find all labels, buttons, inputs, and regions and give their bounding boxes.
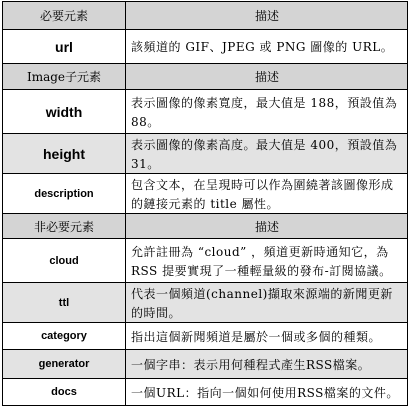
header-row-optional [3, 214, 407, 239]
table-row-docs [3, 379, 407, 405]
element-name: cloud [3, 239, 126, 282]
element-description: 表示圖像的像素高度。最大值是 400，預設值為 31。 [131, 137, 398, 171]
header-row-image [3, 64, 407, 90]
table-row-generator [3, 350, 407, 379]
table-row-category [3, 323, 407, 350]
element-description: 表示圖像的像素寬度，最大值是 188，預設值為 88。 [131, 95, 398, 129]
element-description: 代表一個頻道(channel)擷取來源端的新聞更新的時間。 [131, 286, 393, 320]
header-description-label: 描述 [254, 219, 279, 234]
element-name: ttl [3, 283, 126, 322]
element-description: 該頻道的 GIF、JPEG 或 PNG 圖像的 URL。 [131, 40, 394, 54]
header-row-required [3, 2, 407, 30]
element-name: description [3, 174, 126, 213]
element-description: 允許註冊為 “cloud” ，頻道更新時通知它，為 RSS 提要實現了一種輕量級的發布-訂閱協議。 [131, 244, 392, 278]
element-name: url [3, 30, 126, 63]
header-image-label: Image子元素 [3, 64, 126, 89]
header-description-label: 描述 [254, 70, 279, 84]
table-row-cloud [3, 239, 407, 283]
table-row-height [3, 134, 407, 174]
element-description: 指出這個新聞頻道是屬於一個或多個的種類。 [131, 329, 382, 344]
element-description: 一個URL：指向一個如何使用RSS檔案的文件。 [131, 385, 399, 400]
element-name: height [3, 134, 126, 173]
header-optional-label: 非必要元素 [3, 214, 126, 238]
table-row-width [3, 90, 407, 134]
table-row-url [3, 30, 407, 64]
element-name: category [3, 323, 126, 349]
table-row-ttl [3, 283, 407, 323]
header-required-label: 必要元素 [3, 2, 126, 29]
element-name: docs [3, 379, 126, 405]
element-name: generator [3, 350, 126, 378]
element-name: width [3, 90, 126, 133]
table-row-description [3, 174, 407, 214]
element-description: 包含文本，在呈現時可以作為圍繞著該圖像形成的鏈接元素的 title 屬性。 [131, 177, 394, 211]
rss-elements-table [2, 1, 408, 406]
header-description-label: 描述 [254, 9, 279, 23]
element-description: 一個字串：表示用何種程式產生RSS檔案。 [131, 357, 371, 372]
